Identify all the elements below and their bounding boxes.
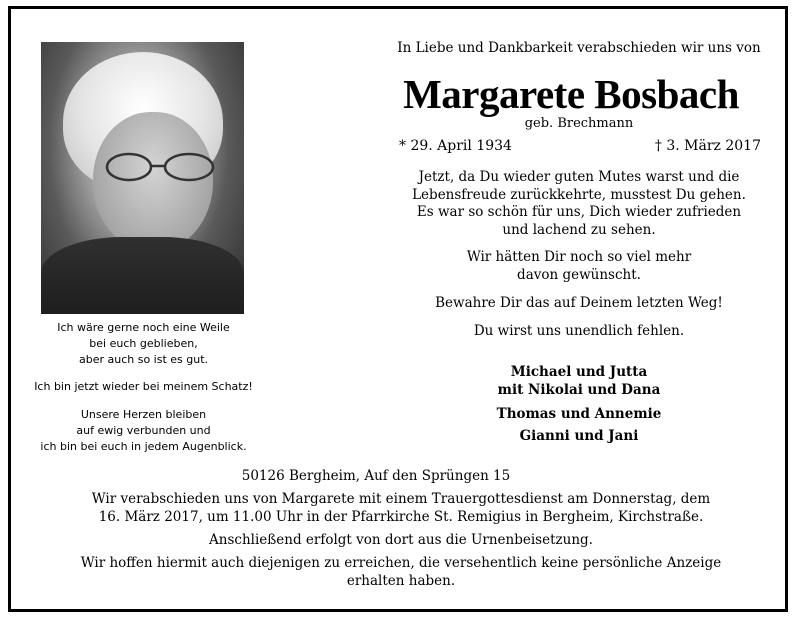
family-group-2: Thomas und Annemie <box>496 406 662 422</box>
poem-stanza-1 <box>379 169 779 239</box>
poem-stanza-4: Du wirst uns unendlich fehlen. <box>473 323 685 339</box>
service-line: Wir verabschieden uns von Margarete mit einem Trauergottesdienst am Donnerstag, dem <box>91 491 711 507</box>
poem-line: Wir hätten Dir noch so viel mehr <box>466 249 692 265</box>
notice-info <box>41 554 761 590</box>
address-text: 50126 Bergheim, Auf den Sprüngen 15 <box>241 468 511 484</box>
verse-line: aber auch so ist es gut. <box>78 353 209 366</box>
service-info <box>41 490 761 526</box>
verse-line: auf ewig verbunden und <box>76 424 211 437</box>
family-group-3: Gianni und Jani <box>519 428 639 444</box>
family-group-1 <box>379 363 779 399</box>
photo-glasses <box>103 150 221 184</box>
address-line <box>41 467 761 485</box>
intro-line: In Liebe und Dankbarkeit verabschieden wir uns von <box>397 40 761 56</box>
family-line: Michael und Jutta <box>510 364 648 380</box>
verse-line: ich bin bei euch in jedem Augenblick. <box>40 440 247 453</box>
poem-stanza-2 <box>379 249 779 284</box>
notice-line: Wir hoffen hiermit auch diejenigen zu erreichen, die versehentlich keine persönliche Anzeige <box>80 555 722 571</box>
poem-line: und lachend zu sehen. <box>502 221 656 238</box>
poem-stanza-3: Bewahre Dir das auf Deinem letzten Weg! <box>435 295 723 311</box>
left-verse-3 <box>21 407 266 455</box>
poem-line: Jetzt, da Du wieder guten Mutes warst und die <box>418 169 740 185</box>
left-verse-2 <box>21 379 266 395</box>
birth-date: * 29. April 1934 <box>399 138 512 154</box>
burial-info: Anschließend erfolgt von dort aus die Urnenbeisetzung. <box>209 532 593 548</box>
service-line: 16. März 2017, um 11.00 Uhr in der Pfarrkirche St. Remigius in Bergheim, Kirchstraße. <box>98 509 704 525</box>
verse-line: Unsere Herzen bleiben <box>80 408 207 421</box>
poem-line: Es war so schön für uns, Dich wieder zufrieden <box>416 204 742 220</box>
maiden-name: geb. Brechmann <box>524 116 634 131</box>
obituary-frame <box>8 6 788 612</box>
poem-line: Lebensfreude zurückkehrte, musstest Du gehen. <box>412 186 746 203</box>
life-dates <box>399 137 761 155</box>
death-date: † 3. März 2017 <box>654 138 761 154</box>
photo-clothing <box>41 237 244 314</box>
deceased-name: Margarete Bosbach <box>403 71 739 117</box>
poem-line: davon gewünscht. <box>517 266 641 283</box>
verse-line: bei euch geblieben, <box>89 337 198 350</box>
left-verse-1 <box>21 320 266 368</box>
verse-line: Ich wäre gerne noch eine Weile <box>57 321 230 334</box>
notice-line: erhalten haben. <box>346 573 456 589</box>
portrait-photo <box>41 42 244 314</box>
verse-line: Ich bin jetzt wieder bei meinem Schatz! <box>34 380 253 393</box>
family-line: mit Nikolai und Dana <box>497 382 661 398</box>
